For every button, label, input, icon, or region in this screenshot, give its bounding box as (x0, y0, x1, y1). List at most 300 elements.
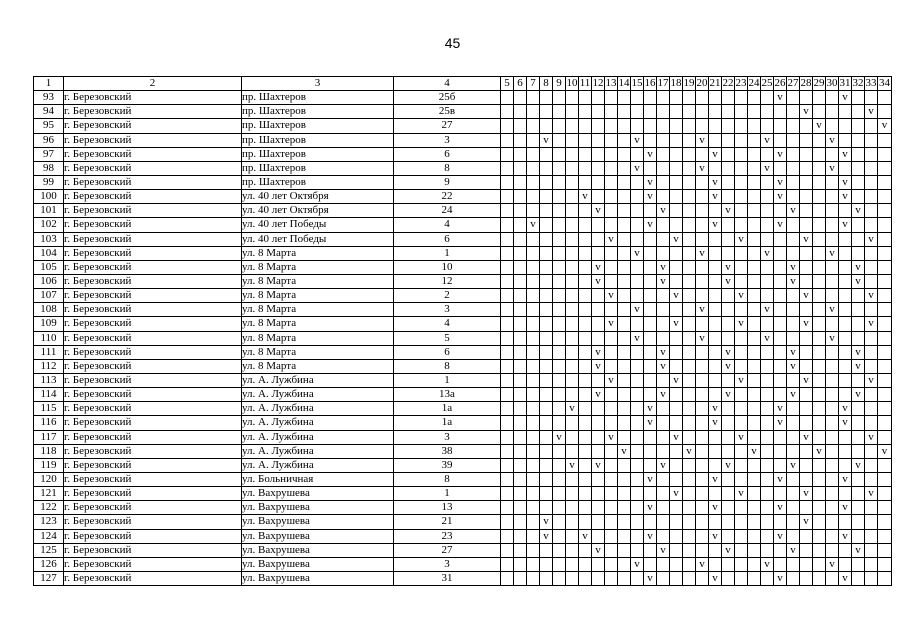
schedule-cell (787, 487, 800, 501)
schedule-cell (501, 345, 514, 359)
schedule-cell (527, 359, 540, 373)
schedule-cell (800, 204, 813, 218)
schedule-cell: v (826, 557, 839, 571)
house-cell: 3 (394, 303, 501, 317)
schedule-cell (683, 373, 696, 387)
schedule-cell (696, 416, 709, 430)
schedule-cell (566, 416, 579, 430)
schedule-cell (683, 317, 696, 331)
row-number: 112 (34, 359, 64, 373)
schedule-cell (683, 246, 696, 260)
table-row (34, 317, 892, 331)
column-header: 30 (826, 77, 838, 90)
schedule-cell (501, 402, 514, 416)
schedule-cell (514, 246, 527, 260)
schedule-cell (579, 430, 592, 444)
schedule-cell (631, 416, 644, 430)
schedule-cell: v (865, 430, 878, 444)
schedule-cell (735, 133, 748, 147)
schedule-cell (605, 529, 618, 543)
city-cell: г. Березовский (64, 487, 242, 501)
schedule-cell (748, 317, 761, 331)
table-row (34, 274, 892, 288)
schedule-cell (774, 487, 787, 501)
schedule-cell (605, 345, 618, 359)
schedule-cell (631, 402, 644, 416)
schedule-cell: v (592, 260, 605, 274)
schedule-cell (748, 218, 761, 232)
schedule-cell (501, 487, 514, 501)
row-number: 126 (34, 557, 64, 571)
schedule-cell (657, 175, 670, 189)
schedule-cell (800, 175, 813, 189)
schedule-cell (540, 190, 553, 204)
schedule-cell: v (670, 289, 683, 303)
schedule-cell: v (787, 388, 800, 402)
schedule-cell (878, 529, 892, 543)
schedule-cell (618, 190, 631, 204)
schedule-cell (514, 571, 527, 585)
schedule-cell: v (657, 543, 670, 557)
schedule-cell (501, 515, 514, 529)
schedule-cell (761, 373, 774, 387)
schedule-cell: v (631, 246, 644, 260)
schedule-cell (748, 260, 761, 274)
schedule-cell (579, 458, 592, 472)
schedule-cell (761, 543, 774, 557)
schedule-cell (657, 232, 670, 246)
schedule-cell (566, 119, 579, 133)
schedule-cell (579, 119, 592, 133)
column-header: 20 (696, 77, 708, 90)
schedule-cell (852, 529, 865, 543)
schedule-cell (839, 388, 852, 402)
schedule-cell (644, 119, 657, 133)
column-header: 8 (540, 77, 553, 91)
schedule-cell: v (800, 430, 813, 444)
schedule-cell (566, 289, 579, 303)
schedule-cell (696, 501, 709, 515)
schedule-cell (696, 373, 709, 387)
schedule-cell (735, 359, 748, 373)
schedule-cell (540, 444, 553, 458)
schedule-cell (852, 119, 865, 133)
row-number: 118 (34, 444, 64, 458)
schedule-cell (527, 147, 540, 161)
schedule-cell (631, 232, 644, 246)
schedule-cell (826, 416, 839, 430)
schedule-cell (514, 416, 527, 430)
schedule-cell (787, 515, 800, 529)
schedule-cell: v (722, 388, 735, 402)
schedule-cell (618, 274, 631, 288)
city-cell: г. Березовский (64, 416, 242, 430)
schedule-cell (514, 119, 527, 133)
schedule-cell (514, 458, 527, 472)
schedule-cell (657, 105, 670, 119)
schedule-cell (761, 458, 774, 472)
city-cell: г. Березовский (64, 218, 242, 232)
schedule-cell: v (800, 232, 813, 246)
schedule-cell (878, 359, 892, 373)
schedule-cell (592, 515, 605, 529)
schedule-cell (761, 501, 774, 515)
schedule-cell (813, 260, 826, 274)
schedule-cell (670, 133, 683, 147)
schedule-cell (722, 317, 735, 331)
schedule-cell (722, 218, 735, 232)
schedule-cell (735, 472, 748, 486)
house-cell: 1 (394, 246, 501, 260)
schedule-cell (722, 501, 735, 515)
schedule-cell (527, 246, 540, 260)
schedule-cell (670, 105, 683, 119)
schedule-cell (605, 133, 618, 147)
street-cell: пр. Шахтеров (242, 91, 394, 105)
schedule-cell (579, 557, 592, 571)
row-number: 106 (34, 274, 64, 288)
schedule-cell (553, 190, 566, 204)
schedule-cell (722, 529, 735, 543)
schedule-cell (839, 515, 852, 529)
schedule-cell (722, 444, 735, 458)
schedule-cell (813, 204, 826, 218)
schedule-cell (696, 147, 709, 161)
schedule-cell (514, 345, 527, 359)
schedule-cell (501, 274, 514, 288)
schedule-cell (501, 133, 514, 147)
table-row (34, 91, 892, 105)
schedule-cell (748, 373, 761, 387)
schedule-cell (618, 133, 631, 147)
schedule-cell (644, 260, 657, 274)
schedule-cell (735, 119, 748, 133)
schedule-cell (553, 557, 566, 571)
schedule-cell (800, 501, 813, 515)
schedule-cell (657, 190, 670, 204)
schedule-cell (514, 190, 527, 204)
schedule-cell (735, 416, 748, 430)
schedule-cell (566, 430, 579, 444)
schedule-cell (709, 133, 722, 147)
schedule-cell (696, 91, 709, 105)
schedule-cell (514, 274, 527, 288)
schedule-cell: v (540, 133, 553, 147)
schedule-cell (592, 444, 605, 458)
schedule-cell (618, 487, 631, 501)
schedule-cell (605, 515, 618, 529)
schedule-cell (592, 175, 605, 189)
schedule-cell: v (852, 260, 865, 274)
schedule-cell (657, 557, 670, 571)
table-row (34, 359, 892, 373)
schedule-cell: v (631, 133, 644, 147)
schedule-cell (527, 260, 540, 274)
schedule-cell (839, 246, 852, 260)
schedule-cell (605, 218, 618, 232)
schedule-cell: v (761, 161, 774, 175)
schedule-cell (813, 105, 826, 119)
schedule-cell (657, 246, 670, 260)
schedule-cell (800, 91, 813, 105)
schedule-cell (605, 204, 618, 218)
schedule-cell (670, 444, 683, 458)
schedule-cell (878, 515, 892, 529)
schedule-cell: v (657, 359, 670, 373)
schedule-cell (540, 388, 553, 402)
schedule-cell (605, 557, 618, 571)
table-row (34, 430, 892, 444)
schedule-cell (592, 557, 605, 571)
schedule-cell (553, 359, 566, 373)
schedule-cell (722, 303, 735, 317)
schedule-cell (735, 501, 748, 515)
schedule-cell (774, 388, 787, 402)
schedule-cell (618, 246, 631, 260)
schedule-cell (657, 161, 670, 175)
schedule-cell: v (852, 204, 865, 218)
schedule-cell (657, 373, 670, 387)
schedule-cell (631, 543, 644, 557)
schedule-cell (800, 246, 813, 260)
column-header: 9 (553, 77, 566, 91)
schedule-cell (631, 571, 644, 585)
schedule-cell (748, 472, 761, 486)
schedule-cell (579, 246, 592, 260)
schedule-cell: v (787, 274, 800, 288)
schedule-cell (722, 571, 735, 585)
column-header: 34 (879, 77, 890, 90)
schedule-cell (709, 458, 722, 472)
schedule-cell (748, 289, 761, 303)
table-row (34, 472, 892, 486)
schedule-cell (839, 204, 852, 218)
schedule-cell (748, 501, 761, 515)
row-number: 109 (34, 317, 64, 331)
schedule-cell (527, 515, 540, 529)
schedule-cell (553, 571, 566, 585)
schedule-cell (826, 274, 839, 288)
table-row (34, 529, 892, 543)
schedule-cell (566, 175, 579, 189)
schedule-cell (670, 515, 683, 529)
schedule-cell: v (709, 571, 722, 585)
schedule-cell (800, 345, 813, 359)
schedule-cell (553, 487, 566, 501)
schedule-cell (618, 232, 631, 246)
schedule-cell (813, 161, 826, 175)
schedule-cell (592, 232, 605, 246)
schedule-cell (878, 303, 892, 317)
schedule-cell (696, 487, 709, 501)
schedule-cell (501, 204, 514, 218)
schedule-cell (657, 529, 670, 543)
schedule-cell (527, 119, 540, 133)
schedule-cell (605, 487, 618, 501)
schedule-cell (839, 331, 852, 345)
schedule-cell (839, 317, 852, 331)
schedule-cell (813, 345, 826, 359)
column-header: 24 (748, 77, 760, 90)
schedule-cell (852, 373, 865, 387)
schedule-cell (501, 246, 514, 260)
table-row (34, 416, 892, 430)
schedule-cell (683, 274, 696, 288)
column-header: 31 (839, 77, 851, 90)
schedule-cell (787, 472, 800, 486)
schedule-cell (761, 472, 774, 486)
schedule-cell (878, 246, 892, 260)
schedule-cell (553, 133, 566, 147)
schedule-cell (670, 416, 683, 430)
schedule-cell (605, 472, 618, 486)
schedule-cell (800, 119, 813, 133)
schedule-cell (774, 260, 787, 274)
schedule-cell: v (813, 119, 826, 133)
schedule-cell (514, 289, 527, 303)
schedule-cell (566, 571, 579, 585)
schedule-cell: v (566, 402, 579, 416)
schedule-cell (540, 161, 553, 175)
schedule-cell (618, 458, 631, 472)
row-number: 120 (34, 472, 64, 486)
table-row (34, 487, 892, 501)
schedule-cell (540, 331, 553, 345)
schedule-cell (592, 317, 605, 331)
street-cell: ул. 40 лет Победы (242, 232, 394, 246)
schedule-cell (553, 345, 566, 359)
city-cell: г. Березовский (64, 430, 242, 444)
schedule-cell (709, 260, 722, 274)
schedule-cell (631, 345, 644, 359)
schedule-cell (644, 373, 657, 387)
schedule-cell (514, 105, 527, 119)
schedule-cell (527, 571, 540, 585)
schedule-table (33, 76, 892, 586)
schedule-cell: v (774, 472, 787, 486)
schedule-cell (566, 161, 579, 175)
schedule-cell (735, 260, 748, 274)
schedule-cell (813, 190, 826, 204)
schedule-cell (527, 190, 540, 204)
schedule-cell (735, 543, 748, 557)
schedule-cell (540, 147, 553, 161)
schedule-cell: v (709, 501, 722, 515)
schedule-cell (696, 529, 709, 543)
schedule-cell (878, 218, 892, 232)
street-cell: ул. Вахрушева (242, 501, 394, 515)
schedule-cell (553, 416, 566, 430)
schedule-cell (553, 91, 566, 105)
schedule-cell (683, 458, 696, 472)
schedule-cell (735, 105, 748, 119)
schedule-cell (865, 472, 878, 486)
city-cell: г. Березовский (64, 317, 242, 331)
schedule-cell (865, 444, 878, 458)
schedule-cell (839, 161, 852, 175)
schedule-cell (670, 557, 683, 571)
schedule-cell (839, 487, 852, 501)
schedule-cell (865, 543, 878, 557)
schedule-cell (501, 571, 514, 585)
schedule-cell (813, 91, 826, 105)
schedule-cell (501, 472, 514, 486)
house-cell: 1 (394, 487, 501, 501)
schedule-cell (527, 274, 540, 288)
schedule-cell (501, 501, 514, 515)
schedule-cell: v (644, 190, 657, 204)
schedule-cell (735, 204, 748, 218)
schedule-cell (722, 289, 735, 303)
schedule-cell (618, 119, 631, 133)
schedule-cell (787, 571, 800, 585)
schedule-cell (748, 147, 761, 161)
schedule-cell (735, 331, 748, 345)
schedule-cell: v (865, 105, 878, 119)
schedule-cell (878, 487, 892, 501)
schedule-cell: v (631, 331, 644, 345)
schedule-cell (696, 472, 709, 486)
schedule-cell (709, 373, 722, 387)
schedule-cell (618, 147, 631, 161)
schedule-cell (813, 402, 826, 416)
schedule-cell (826, 147, 839, 161)
schedule-cell (592, 501, 605, 515)
schedule-cell (800, 331, 813, 345)
schedule-cell (540, 289, 553, 303)
schedule-cell (553, 161, 566, 175)
schedule-cell (748, 119, 761, 133)
schedule-cell (527, 289, 540, 303)
schedule-cell (813, 331, 826, 345)
schedule-cell (566, 529, 579, 543)
house-cell: 3 (394, 133, 501, 147)
schedule-cell (800, 260, 813, 274)
row-number: 105 (34, 260, 64, 274)
schedule-cell (631, 91, 644, 105)
schedule-cell (553, 373, 566, 387)
schedule-cell (800, 274, 813, 288)
schedule-cell (748, 190, 761, 204)
house-cell: 4 (394, 317, 501, 331)
house-cell: 1а (394, 402, 501, 416)
schedule-cell (644, 204, 657, 218)
schedule-cell (566, 105, 579, 119)
schedule-cell (670, 91, 683, 105)
schedule-cell: v (800, 373, 813, 387)
schedule-cell (735, 246, 748, 260)
schedule-cell: v (735, 430, 748, 444)
schedule-cell: v (865, 487, 878, 501)
schedule-cell (735, 345, 748, 359)
house-cell: 25в (394, 105, 501, 119)
schedule-cell (761, 105, 774, 119)
schedule-cell (709, 515, 722, 529)
city-cell: г. Березовский (64, 133, 242, 147)
table-row (34, 190, 892, 204)
table-row (34, 175, 892, 189)
schedule-cell: v (826, 303, 839, 317)
schedule-cell (813, 289, 826, 303)
schedule-cell (527, 472, 540, 486)
schedule-cell (787, 529, 800, 543)
schedule-cell (566, 557, 579, 571)
schedule-cell (787, 416, 800, 430)
row-number: 125 (34, 543, 64, 557)
schedule-cell (579, 501, 592, 515)
schedule-cell (631, 444, 644, 458)
schedule-cell: v (865, 232, 878, 246)
